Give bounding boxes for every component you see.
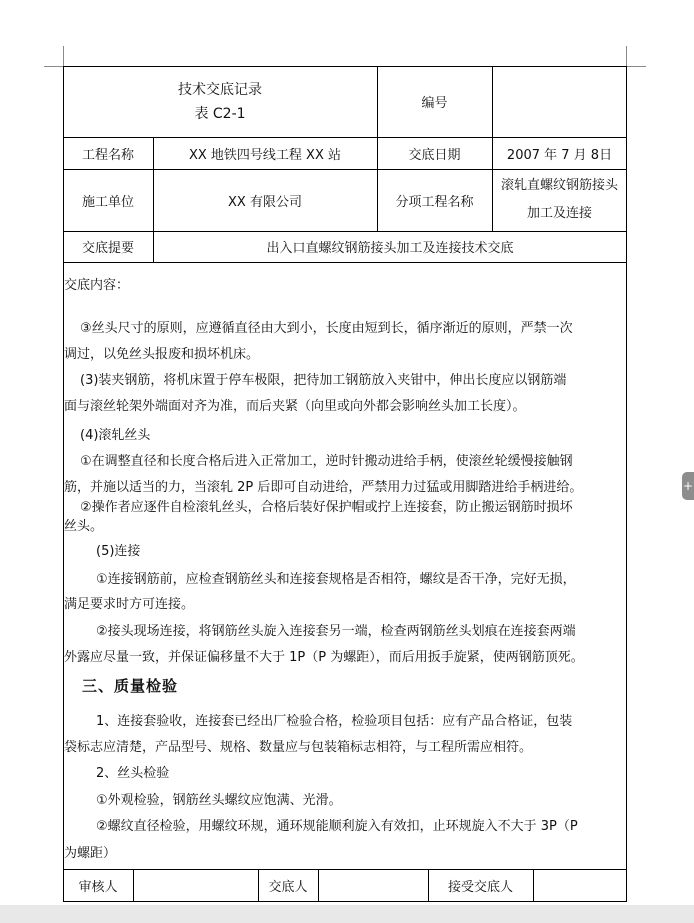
subproject-line-2: 加工及连接 xyxy=(526,206,592,221)
disclosure-date-value: 2007 年 7 月 8日 xyxy=(506,147,613,163)
subproject-label: 分项工程名称 xyxy=(395,194,474,210)
page-gap xyxy=(0,905,694,923)
content-line: (5)连接 xyxy=(96,544,141,559)
quality-line: 1、连接套验收，连接套已经出厂检验合格，检验项目包括：应有产品合格证，包装 xyxy=(96,714,573,729)
subproject-line-1: 滚轧直螺纹钢筋接头 xyxy=(500,178,618,193)
content-line: 丝头。 xyxy=(64,519,104,534)
content-line: ②操作者应逐件自检滚轧丝头，合格后装好保护帽或拧上连接套，防止搬运钢筋时损坏 xyxy=(80,500,573,515)
content-line: (3)装夹钢筋，将机床置于停车极限，把待加工钢筋放入夹钳中，伸出长度应以钢筋端 xyxy=(80,373,567,388)
project-name-label: 工程名称 xyxy=(81,147,134,163)
subproject-value xyxy=(492,169,627,231)
crop-mark xyxy=(626,46,627,66)
title-block xyxy=(63,66,377,137)
plus-icon: + xyxy=(682,479,694,493)
document-title: 技术交底记录 xyxy=(178,81,262,98)
content-label: 交底内容： xyxy=(64,278,130,293)
content-line: 外露应尽量一致，并保证偏移量不大于 1P（P 为螺距），而后用扳手旋紧，使两钢筋顶死。 xyxy=(64,650,584,665)
content-line: ②接头现场连接，将钢筋丝头旋入连接套另一端，检查两钢筋丝头划痕在连接套两端 xyxy=(96,624,576,639)
summary-label: 交底提要 xyxy=(81,241,134,256)
row-divider xyxy=(63,262,627,263)
crop-mark xyxy=(44,66,64,67)
quality-line: 2、丝头检验 xyxy=(96,766,170,781)
expand-tab-button[interactable] xyxy=(682,472,694,500)
number-value[interactable] xyxy=(492,66,627,137)
number-label: 编号 xyxy=(421,96,448,111)
content-line: 满足要求时方可连接。 xyxy=(64,597,195,612)
quality-line: ②螺纹直径检验，用螺纹环规，通环规能顺利旋入有效扣，止环规旋入不大于 3P（P xyxy=(96,819,578,834)
discloser-label: 交底人 xyxy=(268,880,308,895)
content-line: (4)滚轧丝头 xyxy=(80,428,151,443)
crop-mark xyxy=(63,46,64,66)
content-line: 面与滚丝轮架外端面对齐为准，而后夹紧（向里或向外都会影响丝头加工长度）。 xyxy=(64,399,526,414)
construction-unit-label: 施工单位 xyxy=(81,194,134,210)
receiver-label: 接受交底人 xyxy=(447,880,513,895)
construction-unit-value: XX 有限公司 xyxy=(228,194,302,210)
content-line: ①在调整直径和长度合格后进入正常加工，逆时针搬动进给手柄，使滚丝轮缓慢接触钢 xyxy=(80,454,573,469)
project-name-value: XX 地铁四号线工程 XX 站 xyxy=(188,147,342,163)
quality-line: 为螺距） xyxy=(64,846,117,861)
summary-value: 出入口直螺纹钢筋接头加工及连接技术交底 xyxy=(266,241,514,256)
crop-mark xyxy=(626,66,646,67)
quality-line: 袋标志应清楚，产品型号、规格、数量应与包装箱标志相符，与工程所需应相符。 xyxy=(64,740,533,755)
reviewer-label: 审核人 xyxy=(78,880,118,895)
reviewer-value[interactable] xyxy=(133,869,258,902)
section-heading: 三、质量检验 xyxy=(82,677,179,695)
content-line: ①连接钢筋前，应检查钢筋丝头和连接套规格是否相符，螺纹是否干净，完好无损， xyxy=(96,572,576,587)
content-line: 调过，以免丝头报废和损坏机床。 xyxy=(64,347,260,362)
content-line: 筋，并施以适当的力，当滚轧 2P 后即可自动进给，严禁用力过猛或用脚踏进给手柄进给。 xyxy=(64,480,583,495)
receiver-value[interactable] xyxy=(533,869,627,902)
form-number: 表 C2-1 xyxy=(194,105,246,122)
discloser-value[interactable] xyxy=(318,869,428,902)
content-line: ③丝头尺寸的原则，应遵循直径由大到小，长度由短到长，循序渐近的原则，严禁一次 xyxy=(80,321,573,336)
quality-line: ①外观检验，钢筋丝头螺纹应饱满、光滑。 xyxy=(96,793,342,808)
disclosure-date-label: 交底日期 xyxy=(408,147,461,163)
